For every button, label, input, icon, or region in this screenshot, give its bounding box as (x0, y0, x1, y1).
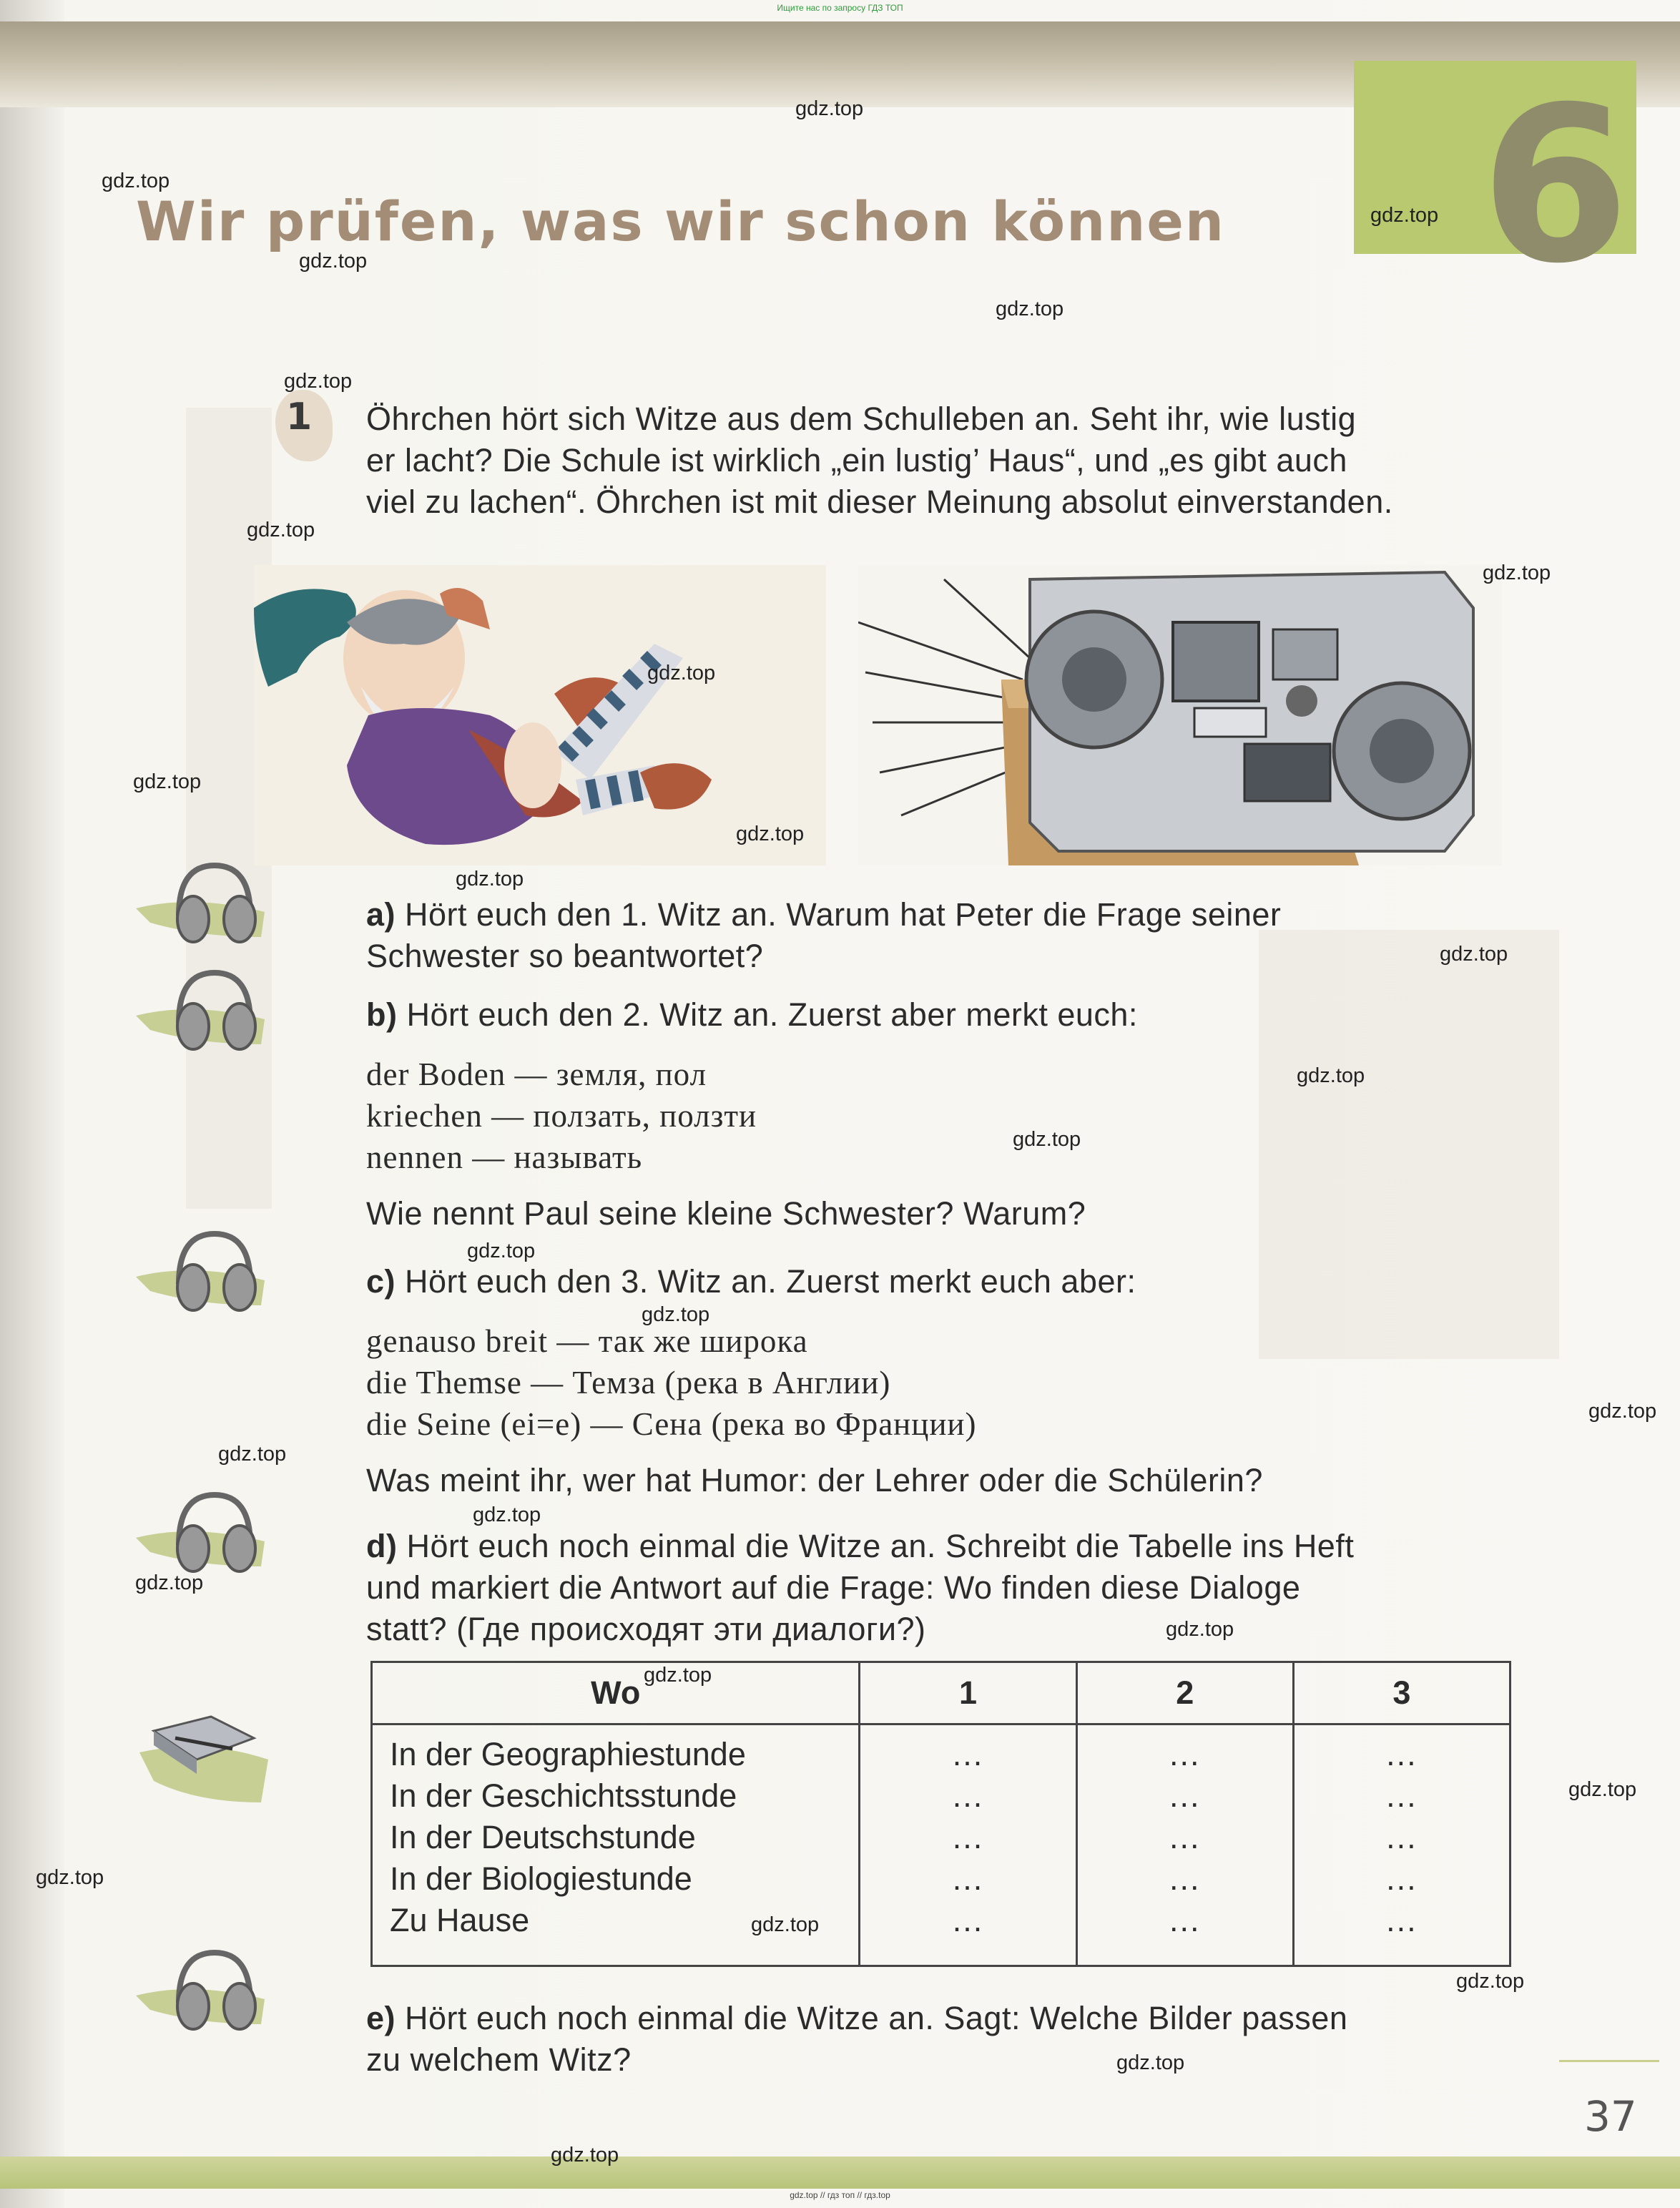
intro-line-3: viel zu lachen“. Öhrchen ist mit dieser Meinung absolut einverstanden. (366, 484, 1393, 520)
top-note: Ищите нас по запросу ГДЗ ТОП (777, 3, 903, 13)
task-c-question: Was meint ihr, wer hat Humor: der Lehrer oder die Schülerin? (366, 1462, 1263, 1498)
task-d-line-2: und markiert die Antwort auf die Frage: Wo finden diese Dialoge (366, 1569, 1301, 1606)
watermark: gdz.top (1013, 1128, 1081, 1151)
watermark: gdz.top (1166, 1618, 1234, 1641)
watermark: gdz.top (1440, 943, 1508, 966)
bottom-decorative-band (0, 2157, 1680, 2189)
bottom-note: gdz.top // гдз топ // гдз.top (790, 2190, 890, 2200)
table-header-row (372, 1662, 1510, 1724)
watermark: gdz.top (102, 170, 170, 192)
boombox-illustration (858, 565, 1502, 865)
task-b-vocab-1: der Boden — земля, пол (366, 1056, 707, 1092)
task-b-letter: b) (366, 996, 398, 1033)
table-row-label: In der Geographiestunde (390, 1736, 746, 1772)
task-c-text: Hört euch den 3. Witz an. Zuerst merkt euch aber: (405, 1263, 1136, 1300)
notebook-icon (139, 1709, 268, 1810)
watermark: gdz.top (1483, 561, 1551, 584)
table-cell: ... (1169, 1819, 1201, 1855)
task-d-line-3: statt? (Где происходят эти диалоги?) (366, 1611, 926, 1647)
table-header-wo: Wo (372, 1662, 860, 1724)
table-cell: ... (1169, 1777, 1201, 1814)
watermark: gdz.top (642, 1303, 710, 1326)
headphones-icon (136, 858, 265, 951)
table-cell: ... (1386, 1902, 1418, 1938)
table-col-1 (860, 1724, 1076, 1966)
task-e-line-2: zu welchem Witz? (366, 2041, 632, 2078)
task-b-question: Wie nennt Paul seine kleine Schwester? Warum? (366, 1195, 1086, 1232)
headphones-icon (136, 966, 265, 1059)
page-number-rule (1559, 2060, 1659, 2062)
table-cell: ... (1386, 1860, 1418, 1897)
table-cell: ... (952, 1819, 984, 1855)
task-a-line-2: Schwester so beantwortet? (366, 938, 764, 974)
exercise-number: 1 (286, 396, 313, 438)
task-c-vocab-1: genauso breit — так же широка (366, 1323, 808, 1359)
table-cell: ... (1386, 1777, 1418, 1814)
watermark: gdz.top (133, 770, 202, 793)
headphones-icon (136, 1946, 265, 2038)
table-col-2 (1076, 1724, 1293, 1966)
table-row-label: In der Geschichtsstunde (390, 1777, 737, 1814)
headphones-icon (136, 1227, 265, 1320)
watermark: gdz.top (135, 1571, 204, 1594)
watermark: gdz.top (456, 868, 524, 890)
table-col-3 (1293, 1724, 1510, 1966)
watermark: gdz.top (467, 1240, 536, 1262)
task-c-line (366, 1261, 1136, 1302)
watermark: gdz.top (1456, 1970, 1525, 1993)
watermark: gdz.top (36, 1866, 104, 1889)
watermark: gdz.top (284, 370, 353, 393)
watermark: gdz.top (736, 823, 805, 845)
table-cell: ... (1386, 1736, 1418, 1772)
table-cell: ... (952, 1736, 984, 1772)
task-b-text: Hört euch den 2. Witz an. Zuerst aber merkt euch: (406, 996, 1138, 1033)
task-b-vocab-3: nennen — называть (366, 1139, 643, 1175)
watermark: gdz.top (795, 97, 864, 120)
table-cell: ... (952, 1777, 984, 1814)
watermark: gdz.top (473, 1503, 541, 1526)
table-header-1: 1 (860, 1662, 1076, 1724)
task-c-letter: c) (366, 1263, 396, 1300)
task-e-letter: e) (366, 2000, 396, 2036)
task-d-line-1 (366, 1526, 1354, 1567)
task-e-text-1: Hört euch noch einmal die Witze an. Sagt: Welche Bilder passen (405, 2000, 1348, 2036)
intro-line-2: er lacht? Die Schule ist wirklich „ein lustig’ Haus“, und „es gibt auch (366, 442, 1347, 479)
watermark: gdz.top (996, 298, 1064, 320)
table-cell: ... (1386, 1819, 1418, 1855)
watermark: gdz.top (1297, 1064, 1365, 1087)
watermark: gdz.top (751, 1913, 820, 1936)
task-b-line (366, 994, 1138, 1036)
watermark: gdz.top (1568, 1778, 1637, 1801)
watermark: gdz.top (647, 662, 716, 685)
page-number: 37 (1584, 2092, 1637, 2141)
watermark: gdz.top (218, 1443, 287, 1466)
chapter-number: 6 (1480, 61, 1630, 310)
watermark: gdz.top (1116, 2051, 1185, 2074)
table-body-row (372, 1724, 1510, 1966)
table-row-label: Zu Hause (390, 1902, 530, 1938)
watermark: gdz.top (644, 1664, 712, 1687)
table-header-2: 2 (1076, 1662, 1293, 1724)
task-a-letter: a) (366, 896, 396, 933)
task-c-vocab-3: die Seine (ei=e) — Сена (река во Франции) (366, 1406, 977, 1442)
table-row-label: In der Deutschstunde (390, 1819, 696, 1855)
watermark: gdz.top (299, 250, 368, 273)
table-cell: ... (952, 1902, 984, 1938)
task-d-letter: d) (366, 1528, 398, 1564)
table-header-3: 3 (1293, 1662, 1510, 1724)
task-e-line-1 (366, 1998, 1347, 2039)
watermark: gdz.top (1588, 1400, 1657, 1423)
task-a-text-1: Hört euch den 1. Witz an. Warum hat Peter die Frage seiner (405, 896, 1282, 933)
task-b-vocab-2: kriechen — ползать, ползти (366, 1098, 757, 1134)
task-a-line-1 (366, 894, 1281, 936)
watermark: gdz.top (1370, 204, 1439, 227)
table-cell: ... (1169, 1736, 1201, 1772)
watermark: gdz.top (551, 2144, 619, 2167)
intro-line-1: Öhrchen hört sich Witze aus dem Schulleben an. Seht ihr, wie lustig (366, 401, 1357, 437)
watermark: gdz.top (247, 519, 315, 541)
headphones-icon (136, 1488, 265, 1581)
table-cell: ... (952, 1860, 984, 1897)
page-title: Wir prüfen, was wir schon können (136, 190, 1225, 253)
laughing-gnome-illustration (254, 565, 826, 865)
task-d-text-1: Hört euch noch einmal die Witze an. Schreibt die Tabelle ins Heft (406, 1528, 1355, 1564)
table-cell: ... (1169, 1902, 1201, 1938)
wo-table (370, 1661, 1511, 1967)
show-through-right (1259, 930, 1559, 1359)
task-c-vocab-2: die Themse — Темза (река в Англии) (366, 1365, 891, 1400)
table-row-label: In der Biologiestunde (390, 1860, 692, 1897)
table-cell: ... (1169, 1860, 1201, 1897)
